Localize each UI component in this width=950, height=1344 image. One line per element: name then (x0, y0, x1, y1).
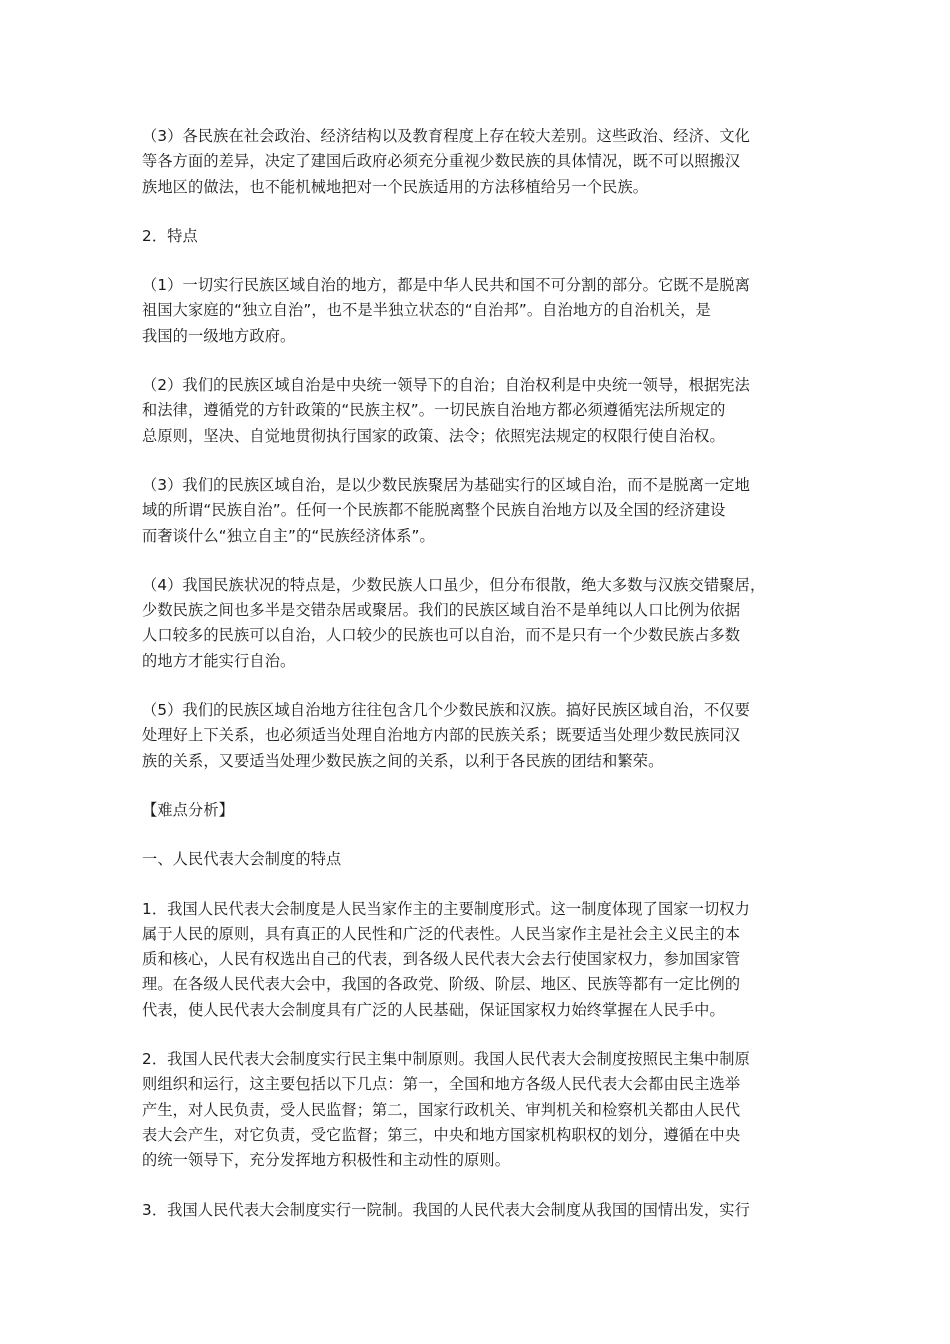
section-heading-difficulty-analysis: 【难点分析】 (142, 800, 235, 819)
document-body (142, 124, 812, 1247)
paragraph-npc-point-1: 1．我国人民代表大会制度是人民当家作主的主要制度形式。这一制度体现了国家一切权力 属于人民的原则，具有真正的人民性和广泛的代表性。人民当家作主是社会主义民主的本 质和核心，人民有权选出自己的代表，到各级人民代表大会去行使国家权力，参加国家管 理。在各级人民代表大会中，我国的各政党、阶级、阶层、地区、民族等都有一定比例的 代表，使人民代表大会制度具有广泛的人民基础，保证国家权力始终掌握在人民手中。 (142, 899, 750, 1019)
paragraph-npc-point-2: 2．我国人民代表大会制度实行民主集中制原则。我国人民代表大会制度按照民主集中制原 则组织和运行，这主要包括以下几点：第一，全国和地方各级人民代表大会都由民主选举 产生，对人民负责，受人民监督；第二，国家行政机关、审判机关和检察机关都由人民代 表大会产生，对它负责，受它监督；第三，中央和地方国家机构职权的划分，遵循在中央 的统一领导下，充分发挥地方积极性和主动性的原则。 (142, 1050, 750, 1170)
section-heading-npc-features: 一、人民代表大会制度的特点 (142, 850, 342, 869)
section-heading-features: 2．特点 (142, 226, 198, 245)
paragraph-feature-3: （3）我们的民族区域自治，是以少数民族聚居为基础实行的区域自治，而不是脱离一定地 域的所谓“民族自治”。任何一个民族都不能脱离整个民族自治地方以及全国的经济建设 而奢谈什么“独立自主”的“民族经济体系”。 (142, 475, 750, 545)
paragraph-npc-point-3: 3．我国人民代表大会制度实行一院制。我国的人民代表大会制度从我国的国情出发，实行 (142, 1200, 750, 1219)
paragraph-feature-1: （1）一切实行民族区域自治的地方，都是中华人民共和国不可分割的部分。它既不是脱离 祖国大家庭的“独立自治”，也不是半独立状态的“自治邦”。自治地方的自治机关，是 我国的一级地方政府。 (142, 276, 750, 345)
paragraph-ethnic-differences: （3）各民族在社会政治、经济结构以及教育程度上存在较大差别。这些政治、经济、文化 等各方面的差异，决定了建国后政府必须充分重视少数民族的具体情况，既不可以照搬汉 族地区的做法，也不能机械地把对一个民族适用的方法移植给另一个民族。 (142, 127, 750, 196)
paragraph-feature-2: （2）我们的民族区域自治是中央统一领导下的自治；自治权利是中央统一领导，根据宪法 和法律，遵循党的方针政策的“民族主权”。一切民族自治地方都必须遵循宪法所规定的 总原则，坚决、自觉地贯彻执行国家的政策、法令；依照宪法规定的权限行使自治权。 (142, 376, 750, 445)
paragraph-feature-5: （5）我们的民族区域自治地方往往包含几个少数民族和汉族。搞好民族区域自治，不仅要 处理好上下关系，也必须适当处理自治地方内部的民族关系；既要适当处理少数民族同汉 族的关系，又要适当处理少数民族之间的关系，以利于各民族的团结和繁荣。 (142, 701, 750, 770)
paragraph-feature-4: （4）我国民族状况的特点是，少数民族人口虽少，但分布很散，绝大多数与汉族交错聚居， 少数民族之间也多半是交错杂居或聚居。我们的民族区域自治不是单纯以人口比例为依据 人口较多的民族可以自治，人口较少的民族也可以自治，而不是只有一个少数民族占多数 的地方才能实行自治。 (142, 575, 766, 670)
